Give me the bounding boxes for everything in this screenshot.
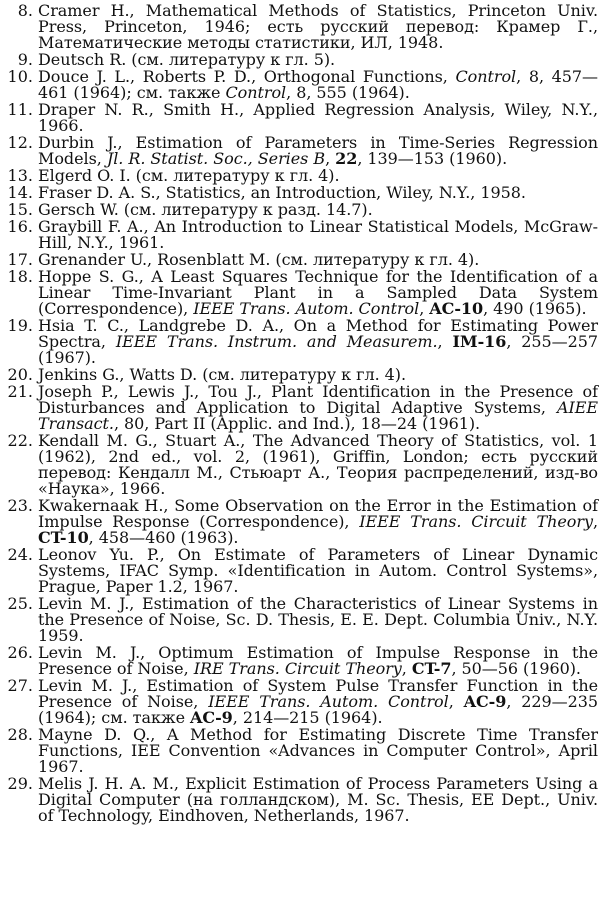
reference-segment: Fraser D. A. S., Statistics, an Introduction, Wiley, N.Y., 1958. [38,183,526,202]
volume-number: AC-9 [463,692,507,711]
reference-number: 29. [7,774,33,793]
reference-segment: , 8, 555 (1964). [286,83,410,102]
reference-item [0,727,598,775]
reference-item [0,52,598,68]
reference-text [38,776,598,824]
reference-text [38,596,598,644]
reference-segment: Douce J. L., Roberts P. D., Orthogonal Functions, [38,67,456,86]
reference-text [38,384,598,432]
reference-text [38,727,598,775]
reference-item [0,776,598,824]
reference-segment: , [325,149,336,168]
reference-item [0,185,598,201]
reference-segment: Elgerd O. I. (см. литературу к гл. 4). [38,166,340,185]
reference-segment: Kendall M. G., Stuart A., The Advanced Theory of Statistics, vol. 1 (1962), 2nd ed., vol. 2, (1961), Griffin, London; есть русский перевод: Кендалл М., Стьюарт А., Теория распределений, изд-во «Наука», 1966. [38,431,598,498]
reference-text [38,185,598,201]
reference-item [0,367,598,383]
reference-segment: Hoppe S. G., A Least Squares Technique for the Identification of a Linear Time-Invariant Plant in a Sampled Data System (Correspondence), [38,267,598,318]
reference-number: 17. [7,250,33,269]
italic-title: AIEE Transact. [38,398,598,433]
volume-number: AC-10 [429,299,484,318]
reference-segment: , 458—460 (1963). [88,528,239,547]
reference-text [38,168,598,184]
reference-segment: , [401,659,412,678]
reference-item [0,547,598,595]
reference-segment: Leonov Yu. P., On Estimate of Parameters of Linear Dynamic Systems, IFAC Symp. «Identification in Autom. Control Systems», Prague, Paper 1.2, 1967. [38,545,598,596]
reference-segment: Jenkins G., Watts D. (см. литературу к гл. 4). [38,365,407,384]
reference-segment: , [419,299,430,318]
reference-item [0,269,598,317]
reference-text [38,498,598,546]
reference-number: 16. [7,217,33,236]
volume-number: AC-9 [190,708,233,727]
italic-title: Control [455,67,517,86]
reference-segment: , 50—56 (1960). [451,659,581,678]
reference-text [38,433,598,497]
reference-segment: Durbin J., Estimation of Parameters in Time-Series Regression Models, [38,133,598,168]
reference-segment: Gersch W. (см. литературу к разд. 14.7). [38,200,373,219]
reference-segment: Kwakernaak H., Some Observation on the Error in the Estimation of Impulse Response (Correspondence), [38,496,598,531]
reference-text [38,252,598,268]
reference-number: 26. [7,643,33,662]
reference-text [38,547,598,595]
reference-segment: Joseph P., Lewis J., Tou J., Plant Identification in the Presence of Disturbances and Application to Digital Adaptive Systems, [38,382,598,417]
italic-title: IRE Trans. Circuit Theory [193,659,402,678]
reference-item [0,3,598,51]
reference-segment: , 229—235 (1964); см. также [38,692,598,727]
volume-number: CT-7 [411,659,452,678]
reference-number: 15. [7,200,33,219]
italic-title: IEEE Trans. Instrum. and Measurem. [115,332,438,351]
italic-title: Jl. R. Statist. Soc., Series B [106,149,326,168]
reference-segment: Cramer H., Mathematical Methods of Statistics, Princeton Univ. Press, Princeton, 1946; есть русский перевод: Крамер Г., Математические методы статистики, ИЛ, 1948. [38,1,598,52]
reference-number: 27. [7,676,33,695]
reference-segment: Hsia T. C., Landgrebe D. A., On a Method for Estimating Power Spectra, [38,316,598,351]
reference-item [0,596,598,644]
reference-item [0,69,598,101]
italic-title: IEEE Trans. Autom. Control [208,692,449,711]
reference-item [0,645,598,677]
reference-segment: , 8, 457—461 (1964); см. также [38,67,598,102]
reference-number: 24. [7,545,33,564]
reference-segment: Melis J. H. A. M., Explicit Estimation of Process Parameters Using a Digital Computer (на голландском), M. Sc. Thesis, EE Dept., Univ. of Technology, Eindhoven, Netherlands, 1967. [38,774,598,825]
reference-list [0,3,598,825]
reference-item [0,135,598,167]
reference-text [38,52,598,68]
italic-title: IEEE Trans. Autom. Control [193,299,420,318]
reference-number: 10. [7,67,33,86]
reference-text [38,367,598,383]
reference-number: 21. [7,382,33,401]
reference-segment: Grenander U., Rosenblatt M. (см. литературу к гл. 4). [38,250,480,269]
reference-item [0,384,598,432]
reference-number: 28. [7,725,33,744]
reference-text [38,318,598,366]
volume-number: CT-10 [38,528,89,547]
volume-number: 22 [335,149,358,168]
reference-segment: Levin M. J., Estimation of the Characteristics of Linear Systems in the Presence of Noise, Sc. D. Thesis, E. E. Dept. Columbia Univ., N.Y. 1959. [38,594,598,645]
reference-number: 14. [7,183,33,202]
reference-segment: , 80, Part II (Applic. and Ind.), 18—24 (1961). [113,414,481,433]
reference-text [38,645,598,677]
volume-number: IM-16 [452,332,507,351]
reference-text [38,219,598,251]
reference-text [38,202,598,218]
reference-item [0,433,598,497]
reference-text [38,69,598,101]
reference-number: 22. [7,431,33,450]
reference-number: 9. [17,50,33,69]
reference-number: 25. [7,594,33,613]
reference-segment: Graybill F. A., An Introduction to Linear Statistical Models, McGraw-Hill, N.Y., 1961. [38,217,598,252]
reference-text [38,269,598,317]
reference-segment: , 214—215 (1964). [232,708,383,727]
reference-number: 19. [7,316,33,335]
reference-text [38,135,598,167]
reference-number: 11. [7,100,33,119]
reference-segment: Levin M. J., Optimum Estimation of Impulse Response in the Presence of Noise, [38,643,598,678]
reference-text [38,102,598,134]
reference-segment: Deutsch R. (см. литературу к гл. 5). [38,50,336,69]
reference-segment: , 255—257 (1967). [38,332,598,367]
reference-item [0,318,598,366]
reference-segment: Draper N. R., Smith H., Applied Regression Analysis, Wiley, N.Y., 1966. [38,100,598,135]
reference-segment: , 490 (1965). [483,299,587,318]
reference-item [0,202,598,218]
reference-item [0,252,598,268]
reference-segment: , [437,332,453,351]
reference-text [38,3,598,51]
reference-number: 23. [7,496,33,515]
reference-number: 18. [7,267,33,286]
italic-title: Control [225,83,287,102]
reference-segment: , [592,512,598,531]
reference-item [0,678,598,726]
reference-item [0,102,598,134]
reference-text [38,678,598,726]
reference-number: 12. [7,133,33,152]
reference-segment: , 139—153 (1960). [357,149,508,168]
reference-item [0,168,598,184]
reference-segment: , [448,692,464,711]
reference-item [0,219,598,251]
reference-number: 13. [7,166,33,185]
italic-title: IEEE Trans. Circuit Theory [359,512,593,531]
reference-segment: Levin M. J., Estimation of System Pulse Transfer Function in the Presence of Noise, [38,676,598,711]
reference-item [0,498,598,546]
reference-number: 20. [7,365,33,384]
reference-segment: Mayne D. Q., A Method for Estimating Discrete Time Transfer Functions, IEE Convention «Advances in Computer Control», April 1967. [38,725,598,776]
reference-number: 8. [17,1,33,20]
